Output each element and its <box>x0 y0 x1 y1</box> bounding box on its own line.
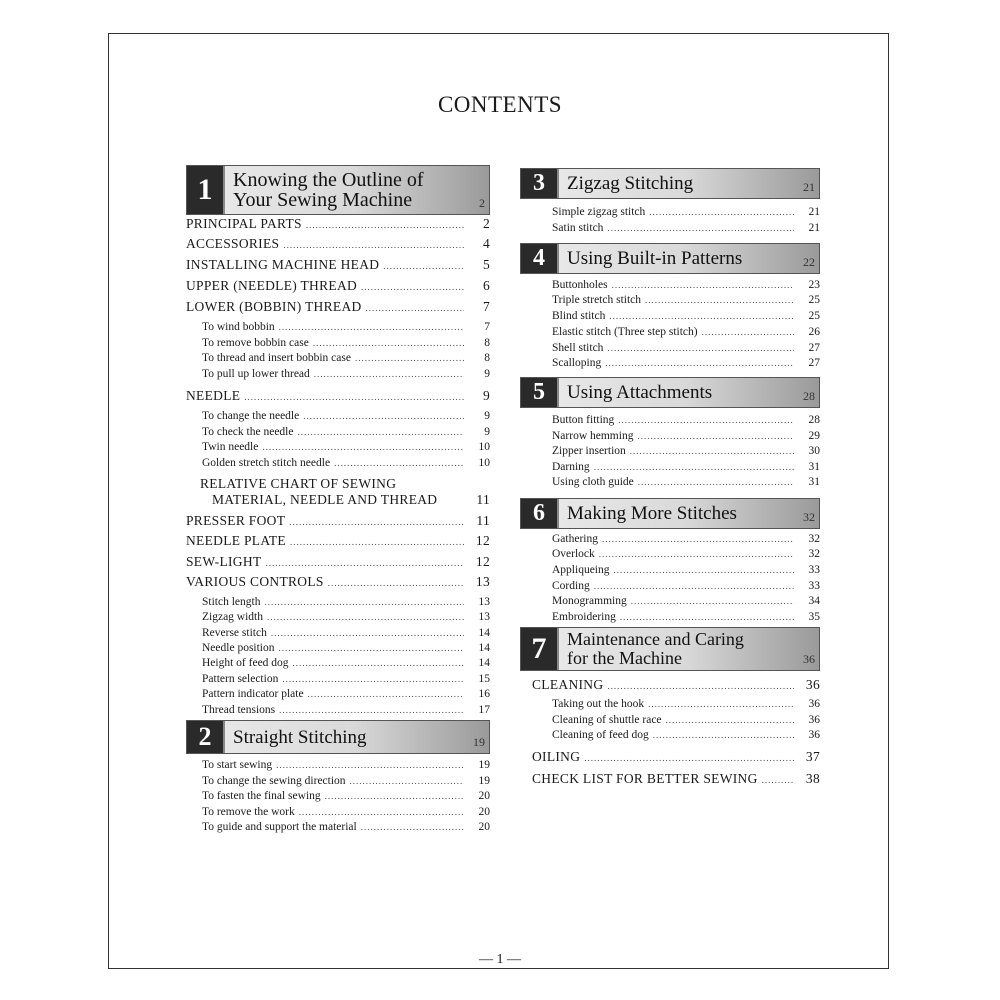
section-number: 2 <box>187 721 225 753</box>
entry-label: To start sewing <box>202 759 273 771</box>
leader-dots <box>299 807 464 817</box>
entry-label: Elastic stitch (Three step stitch) <box>552 326 698 338</box>
entry-label: Embroidering <box>552 611 616 623</box>
entry-page: 11 <box>476 492 490 507</box>
toc-subentry[interactable] <box>520 533 820 545</box>
entry-page: 36 <box>808 714 820 726</box>
toc-entry[interactable] <box>186 278 490 294</box>
entry-page: 9 <box>484 426 490 438</box>
entry-page: 8 <box>484 337 490 349</box>
leader-dots <box>297 427 464 437</box>
entry-label: NEEDLE PLATE <box>186 533 286 548</box>
toc-subentry[interactable] <box>186 352 490 364</box>
entry-label: OILING <box>532 749 581 764</box>
toc-subentry[interactable] <box>520 548 820 560</box>
leader-dots <box>265 558 464 568</box>
toc-entry-cleaning[interactable] <box>520 677 820 693</box>
section-page: 22 <box>803 255 815 269</box>
section-title: Using Attachments <box>567 382 713 403</box>
entry-label: Height of feed dog <box>202 657 289 669</box>
toc-subentry[interactable] <box>186 627 490 639</box>
toc-entry-relative-chart[interactable] <box>186 476 490 508</box>
entry-label: Narrow hemming <box>552 430 634 442</box>
entry-page: 29 <box>808 430 820 442</box>
leader-dots <box>609 311 794 321</box>
toc-subentry[interactable] <box>520 279 820 291</box>
section-page: 21 <box>803 180 815 194</box>
section-title-line2: Your Sewing Machine <box>233 189 413 211</box>
entry-page: 7 <box>484 321 490 333</box>
entry-label-line1: RELATIVE CHART OF SEWING <box>200 476 397 491</box>
entry-page: 5 <box>482 257 490 272</box>
toc-subentry[interactable] <box>520 714 820 726</box>
entry-page: 21 <box>808 222 820 234</box>
entry-label: Overlock <box>552 548 595 560</box>
entry-page: 16 <box>478 688 490 700</box>
leader-dots <box>361 282 464 292</box>
entry-page: 38 <box>805 771 820 786</box>
toc-subentry[interactable] <box>186 321 490 333</box>
entry-label: INSTALLING MACHINE HEAD <box>186 257 380 272</box>
leader-dots <box>293 658 464 668</box>
entry-label: CHECK LIST FOR BETTER SEWING <box>532 771 758 786</box>
entry-page: 10 <box>478 441 490 453</box>
entry-page: 19 <box>478 759 490 771</box>
entry-label: Cording <box>552 580 590 592</box>
section-title-line1: Knowing the Outline of <box>233 169 424 191</box>
entry-page: 14 <box>478 627 490 639</box>
toc-subentry[interactable] <box>186 337 490 349</box>
entry-page: 31 <box>808 461 820 473</box>
toc-subentry[interactable] <box>520 310 820 322</box>
section-1-header[interactable] <box>186 165 490 215</box>
toc-subentry[interactable] <box>186 806 490 818</box>
entry-page: 21 <box>808 206 820 218</box>
entry-page: 9 <box>484 368 490 380</box>
leader-dots <box>620 612 794 622</box>
toc-subentry[interactable] <box>520 564 820 576</box>
entry-label: Twin needle <box>202 441 259 453</box>
leader-dots <box>279 643 465 653</box>
section-page: 19 <box>473 735 485 749</box>
toc-subentry[interactable] <box>186 759 490 771</box>
leader-dots <box>328 578 464 588</box>
entry-label: To thread and insert bobbin case <box>202 352 351 364</box>
section-number: 7 <box>521 628 559 670</box>
leader-dots <box>308 689 464 699</box>
leader-dots <box>614 565 795 575</box>
entry-label: Zigzag width <box>202 611 263 623</box>
entry-label: Button fitting <box>552 414 615 426</box>
leader-dots <box>267 612 464 622</box>
toc-subentry[interactable] <box>186 410 490 422</box>
entry-page: 20 <box>478 790 490 802</box>
leader-dots <box>649 207 794 217</box>
entry-label: SEW-LIGHT <box>186 554 262 569</box>
toc-subentry[interactable] <box>186 596 490 608</box>
entry-label: Taking out the hook <box>552 698 645 710</box>
leader-dots <box>289 517 464 527</box>
leader-dots <box>584 753 794 763</box>
toc-entry[interactable] <box>186 236 490 252</box>
section-title-line1: Maintenance and Caring <box>567 629 744 649</box>
section-6-header[interactable] <box>520 498 820 529</box>
leader-dots <box>666 715 794 725</box>
entry-label: Reverse stitch <box>202 627 267 639</box>
section-number: 6 <box>521 499 559 528</box>
leader-dots <box>279 705 464 715</box>
leader-dots <box>279 322 464 332</box>
entry-page: 36 <box>808 698 820 710</box>
entry-label: PRESSER FOOT <box>186 513 286 528</box>
leader-dots <box>630 446 794 456</box>
entry-label: LOWER (BOBBIN) THREAD <box>186 299 362 314</box>
toc-entry[interactable] <box>186 299 490 315</box>
page-title: CONTENTS <box>437 92 563 117</box>
leader-dots <box>594 462 794 472</box>
entry-page: 15 <box>478 673 490 685</box>
entry-label: Appliqueing <box>552 564 610 576</box>
section-5-header[interactable] <box>520 377 820 408</box>
leader-dots <box>612 280 794 290</box>
toc-subentry[interactable] <box>186 704 490 716</box>
toc-entry[interactable] <box>186 574 490 590</box>
section-title <box>225 170 489 210</box>
toc-subentry[interactable] <box>520 294 820 306</box>
entry-page: 25 <box>808 310 820 322</box>
entry-label: Cleaning of feed dog <box>552 729 649 741</box>
entry-label: Gathering <box>552 533 598 545</box>
entry-label: To change the sewing direction <box>202 775 346 787</box>
leader-dots <box>264 597 464 607</box>
leader-dots <box>638 477 794 487</box>
entry-page: 14 <box>478 657 490 669</box>
entry-page: 12 <box>475 554 490 569</box>
leader-dots <box>334 458 464 468</box>
toc-subentry[interactable] <box>186 775 490 787</box>
toc-entry-checklist[interactable] <box>520 771 820 787</box>
toc-subentry[interactable] <box>520 611 820 623</box>
section-7-header[interactable] <box>520 627 820 671</box>
entry-label: Zipper insertion <box>552 445 626 457</box>
entry-page: 25 <box>808 294 820 306</box>
entry-label: NEEDLE <box>186 388 241 403</box>
leader-dots <box>605 358 794 368</box>
entry-label: To remove the work <box>202 806 295 818</box>
section-title: Making More Stitches <box>567 503 737 524</box>
entry-page: 9 <box>484 410 490 422</box>
entry-page: 23 <box>808 279 820 291</box>
entry-label: Golden stretch stitch needle <box>202 457 331 469</box>
toc-subentry[interactable] <box>520 445 820 457</box>
entry-label: Shell stitch <box>552 342 604 354</box>
section-title: Zigzag Stitching <box>567 173 694 194</box>
toc-entry[interactable] <box>186 533 490 549</box>
entry-page: 13 <box>475 574 490 589</box>
entry-label: Stitch length <box>202 596 261 608</box>
entry-label: Satin stitch <box>552 222 604 234</box>
toc-subentry[interactable] <box>520 476 820 488</box>
leader-dots <box>313 338 464 348</box>
entry-label: Triple stretch stitch <box>552 294 642 306</box>
leader-dots <box>350 776 464 786</box>
entry-label: Pattern indicator plate <box>202 688 304 700</box>
entry-page: 32 <box>808 548 820 560</box>
toc-subentry[interactable] <box>186 441 490 453</box>
entry-label: PRINCIPAL PARTS <box>186 216 302 231</box>
toc-subentry[interactable] <box>520 357 820 369</box>
leader-dots <box>762 775 794 785</box>
entry-label: UPPER (NEEDLE) THREAD <box>186 278 358 293</box>
leader-dots <box>361 822 464 832</box>
entry-label: To fasten the final sewing <box>202 790 321 802</box>
entry-page: 13 <box>478 596 490 608</box>
entry-label: To wind bobbin <box>202 321 275 333</box>
entry-page: 10 <box>478 457 490 469</box>
toc-subentry[interactable] <box>520 461 820 473</box>
entry-page: 27 <box>808 342 820 354</box>
entry-page: 17 <box>478 704 490 716</box>
entry-label: Darning <box>552 461 590 473</box>
leader-dots <box>290 537 464 547</box>
entry-page: 2 <box>482 216 490 231</box>
toc-subentry[interactable] <box>186 688 490 700</box>
toc-entry-oiling[interactable] <box>520 749 820 765</box>
entry-label-line2: MATERIAL, NEEDLE AND THREAD <box>212 492 438 507</box>
leader-dots <box>282 674 464 684</box>
leader-dots <box>303 411 464 421</box>
entry-line2 <box>186 492 490 508</box>
toc-subentry[interactable] <box>520 595 820 607</box>
section-number: 1 <box>187 166 225 214</box>
toc-subentry[interactable] <box>520 326 820 338</box>
toc-subentry[interactable] <box>520 206 820 218</box>
entry-page: 34 <box>808 595 820 607</box>
leader-dots <box>325 791 464 801</box>
section-title <box>559 630 819 668</box>
entry-page: 33 <box>808 580 820 592</box>
entry-label: Buttonholes <box>552 279 608 291</box>
entry-page: 35 <box>808 611 820 623</box>
section-number: 3 <box>521 169 559 198</box>
leader-dots <box>653 730 794 740</box>
leader-dots <box>366 303 464 313</box>
entry-page: 4 <box>482 236 490 251</box>
entry-page: 36 <box>805 677 820 692</box>
section-page: 32 <box>803 510 815 524</box>
section-page: 28 <box>803 389 815 403</box>
toc-subentry[interactable] <box>520 729 820 741</box>
toc-subentry[interactable] <box>520 580 820 592</box>
entry-label: Monogramming <box>552 595 627 607</box>
entry-label: Pattern selection <box>202 673 279 685</box>
entry-label: Thread tensions <box>202 704 276 716</box>
section-page: 2 <box>479 196 485 210</box>
toc-subentry[interactable] <box>186 611 490 623</box>
entry-label: To change the needle <box>202 410 300 422</box>
entry-page: 32 <box>808 533 820 545</box>
leader-dots <box>602 534 794 544</box>
section-title: Straight Stitching <box>233 726 367 748</box>
entry-label: To remove bobbin case <box>202 337 309 349</box>
leader-dots <box>637 431 794 441</box>
entry-page: 20 <box>478 806 490 818</box>
leader-dots <box>262 442 464 452</box>
section-2-header[interactable] <box>186 720 490 754</box>
leader-dots <box>355 353 464 363</box>
toc-entry[interactable] <box>186 513 490 529</box>
toc-entry-needle[interactable] <box>186 388 490 404</box>
leader-dots <box>631 596 794 606</box>
section-number: 4 <box>521 244 559 273</box>
toc-subentry[interactable] <box>186 673 490 685</box>
section-title-line2: for the Machine <box>567 648 682 668</box>
toc-entry[interactable] <box>186 554 490 570</box>
entry-label: Needle position <box>202 642 275 654</box>
entry-label: ACCESSORIES <box>186 236 280 251</box>
entry-page: 31 <box>808 476 820 488</box>
toc-subentry[interactable] <box>186 642 490 654</box>
leader-dots <box>618 415 794 425</box>
leader-dots <box>383 261 464 271</box>
section-page: 36 <box>803 652 815 666</box>
leader-dots <box>276 760 464 770</box>
entry-page: 11 <box>476 513 490 528</box>
toc-subentry[interactable] <box>520 430 820 442</box>
entry-label: CLEANING <box>532 677 604 692</box>
toc-subentry[interactable] <box>186 657 490 669</box>
entry-page: 37 <box>805 749 820 764</box>
entry-page: 20 <box>478 821 490 833</box>
entry-page: 6 <box>482 278 490 293</box>
section-title: Using Built-in Patterns <box>567 248 743 269</box>
entry-label: To pull up lower thread <box>202 368 310 380</box>
leader-dots <box>594 581 794 591</box>
entry-page: 8 <box>484 352 490 364</box>
entry-label: Using cloth guide <box>552 476 634 488</box>
section-4-header[interactable] <box>520 243 820 274</box>
entry-page: 36 <box>808 729 820 741</box>
toc-entry[interactable] <box>186 257 490 273</box>
entry-page: 13 <box>478 611 490 623</box>
entry-label: Simple zigzag stitch <box>552 206 646 218</box>
toc-entry[interactable] <box>186 216 490 232</box>
entry-page: 9 <box>482 388 490 403</box>
toc-subentry[interactable] <box>186 457 490 469</box>
entry-label: Cleaning of shuttle race <box>552 714 662 726</box>
leader-dots <box>599 549 794 559</box>
leader-dots <box>702 327 794 337</box>
entry-label: To guide and support the material <box>202 821 357 833</box>
entry-page: 14 <box>478 642 490 654</box>
toc-subentry[interactable] <box>520 698 820 710</box>
leader-dots <box>244 392 464 402</box>
entry-label: VARIOUS CONTROLS <box>186 574 324 589</box>
entry-label: To check the needle <box>202 426 294 438</box>
leader-dots <box>645 295 794 305</box>
entry-page: 26 <box>808 326 820 338</box>
toc-subentry[interactable] <box>520 222 820 234</box>
toc-subentry[interactable] <box>186 790 490 802</box>
leader-dots <box>283 240 464 250</box>
toc-subentry[interactable] <box>186 426 490 438</box>
entry-page: 27 <box>808 357 820 369</box>
toc-subentry[interactable] <box>186 368 490 380</box>
entry-page: 28 <box>808 414 820 426</box>
leader-dots <box>607 681 794 691</box>
toc-subentry[interactable] <box>520 342 820 354</box>
leader-dots <box>607 223 794 233</box>
entry-page: 7 <box>482 299 490 314</box>
entry-label: Scalloping <box>552 357 602 369</box>
section-3-header[interactable] <box>520 168 820 199</box>
leader-dots <box>648 699 794 709</box>
page-number: — 1 — <box>479 952 521 967</box>
entry-page: 19 <box>478 775 490 787</box>
section-number: 5 <box>521 378 559 407</box>
toc-subentry[interactable] <box>520 414 820 426</box>
leader-dots <box>607 343 794 353</box>
entry-page: 12 <box>475 533 490 548</box>
entry-label: Blind stitch <box>552 310 606 322</box>
leader-dots <box>314 369 464 379</box>
toc-subentry[interactable] <box>186 821 490 833</box>
leader-dots <box>271 628 464 638</box>
entry-page: 33 <box>808 564 820 576</box>
entry-page: 30 <box>808 445 820 457</box>
leader-dots <box>306 220 464 230</box>
